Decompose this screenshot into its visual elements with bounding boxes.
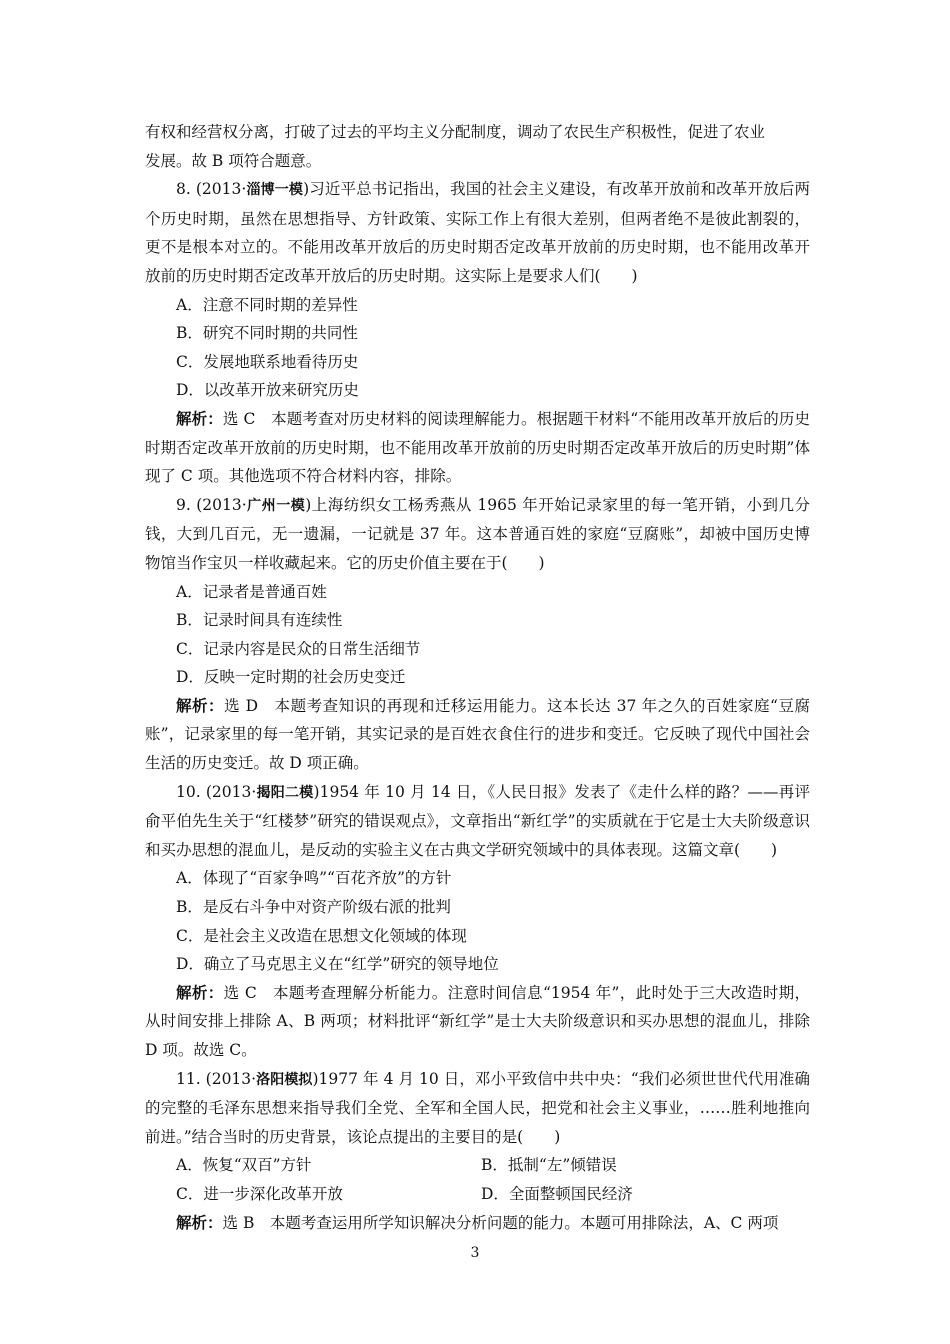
question-8-option-a: A．注意不同时期的差异性: [176, 295, 358, 314]
question-10-analysis: [145, 979, 810, 1065]
question-8-source: 淄博一模: [246, 182, 304, 199]
question-11-source: 洛阳模拟: [256, 1071, 313, 1088]
question-10-analysis-text: 选 C 本题考查理解分析能力。注意时间信息“1954 年”，此时处于三大改造时期，从时间安排上排除 A、B 两项；材料批评“新红学”是士大夫阶级意识和买办思想的混血儿，排除 D 项。故选 C。: [145, 983, 810, 1059]
question-11-number: 11. (2013·: [176, 1069, 257, 1088]
analysis-label: 解析：: [176, 695, 225, 715]
question-8-number: 8. (2013·: [176, 180, 247, 199]
question-8-analysis-text: 选 C 本题考查对历史材料的阅读理解能力。根据题干材料“不能用改革开放后的历史时期否定改革开放前的历史时期，也不能用改革开放前的历史时期否定改革开放后的历史时期”体现了 C 项。其他选项不符合材料内容，排除。: [145, 409, 810, 486]
question-10-number: 10. (2013·: [176, 782, 257, 801]
question-10-option-c: C．是社会主义改造在思想文化领域的体现: [176, 926, 467, 945]
analysis-label: 解析：: [176, 408, 223, 428]
intro-line-2: 发展。故 B 项符合题意。: [145, 151, 322, 170]
question-11-text: )1977 年 4 月 10 日，邓小平致信中共中央：“我们必须世世代代用准确的完整的毛泽东思想来指导我们全党、全军和全国人民，把党和社会主义事业，……胜利地推向前进。”结合当时的历史背景，该论点提出的主要目的是( ): [145, 1069, 811, 1146]
question-11-option-b: B．抵制“左”倾错误: [481, 1156, 617, 1175]
question-9-option-c: C．记录内容是民众的日常生活细节: [176, 639, 421, 658]
question-9-option-d: D．反映一定时期的社会历史变迁: [176, 668, 406, 687]
question-10-stem: [145, 778, 810, 865]
question-10-option-a: A．体现了“百家争鸣”“百花齐放”的方针: [176, 869, 452, 888]
question-10-option-d: D．确立了马克思主义在“红学”研究的领导地位: [176, 955, 499, 974]
question-11-option-d: D．全面整顿国民经济: [481, 1184, 633, 1203]
question-9-stem: [145, 491, 810, 578]
question-9-analysis-text: 选 D 本题考查知识的再现和迁移运用能力。这本长达 37 年之久的百姓家庭“豆腐账”，记录家里的每一笔开销，其实记录的是百姓衣食住行的进步和变迁。它反映了现代中国社会生活的历史变迁。故 D 项正确。: [145, 696, 810, 773]
question-11-option-c: C．进一步深化改革开放: [176, 1184, 343, 1203]
question-8-stem: [145, 175, 810, 290]
question-9-option-a: A．记录者是普通百姓: [176, 582, 327, 601]
analysis-label: 解析：: [176, 1212, 223, 1232]
page-number: 3: [470, 1245, 480, 1261]
question-11-analysis: [145, 1209, 810, 1238]
question-9-source: 广州一模: [246, 497, 306, 514]
question-8-analysis: [145, 405, 810, 491]
question-11-option-a: A．恢复“双百”方针: [176, 1156, 312, 1175]
question-9-number: 9. (2013·: [176, 495, 247, 514]
question-11-analysis-text: 选 B 本题考查运用所学知识解决分析问题的能力。本题可用排除法，A、C 两项: [222, 1213, 779, 1232]
question-9-analysis: [145, 692, 810, 778]
question-9-option-b: B．记录时间具有连续性: [176, 611, 343, 630]
question-8-option-b: B．研究不同时期的共同性: [176, 324, 358, 343]
question-11-stem: [145, 1065, 810, 1152]
analysis-label: 解析：: [176, 982, 224, 1002]
question-11-options-row-1: [145, 1151, 810, 1180]
question-10-source: 揭阳二模: [256, 784, 314, 801]
intro-line-1: 有权和经营权分离，打破了过去的平均主义分配制度，调动了农民生产积极性，促进了农业: [145, 123, 766, 141]
question-10-option-b: B．是反右斗争中对资产阶级右派的批判: [176, 898, 451, 917]
question-10-text: )1954 年 10 月 14 日，《人民日报》发表了《走什么样的路？——再评俞平伯先生关于“红楼梦”研究的错误观点》，文章指出“新红学”的实质就在于它是士大夫阶级意识和买办思想的混血儿，是反动的实验主义在古典文学研究领域中的具体表现。这篇文章( ): [145, 782, 811, 859]
question-9-text: )上海纺织女工杨秀燕从 1965 年开始记录家里的每一笔开销，小到几分钱，大到几百元，无一遗漏，一记就是 37 年。这本普通百姓的家庭“豆腐账”，却被中国历史博物馆当作宝贝一样收藏起来。它的历史价值主要在于( ): [145, 495, 811, 572]
question-8-text: )习近平总书记指出，我国的社会主义建设，有改革开放前和改革开放后两个历史时期，虽然在思想指导、方针政策、实际工作上有很大差别，但两者绝不是彼此割裂的，更不是根本对立的。不能用改革开放后的历史时期否定改革开放前的历史时期，也不能用改革开放前的历史时期否定改革开放后的历史时期。这实际上是要求人们( ): [145, 180, 810, 285]
question-11-options-row-2: [145, 1180, 810, 1209]
page-content: [145, 118, 810, 1237]
question-8-option-d: D．以改革开放来研究历史: [176, 381, 359, 400]
question-8-option-c: C．发展地联系地看待历史: [176, 352, 359, 371]
